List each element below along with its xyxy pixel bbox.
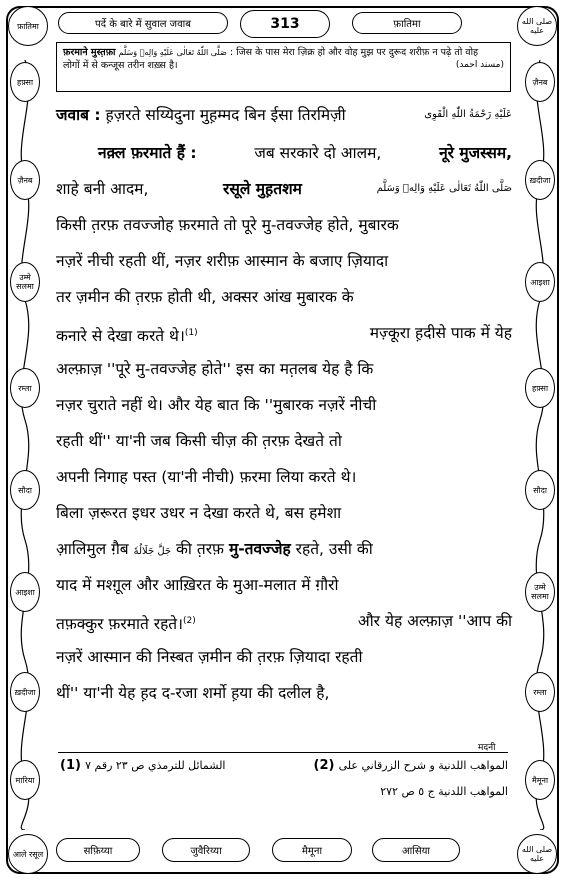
footer-tab-label: सफ़िय्या (83, 846, 113, 857)
side-medallion-right (525, 262, 555, 302)
medallion-label: صلى الله عليه (521, 845, 553, 863)
body-line (56, 212, 399, 238)
body-line (56, 608, 512, 634)
running-header-name (352, 12, 462, 34)
salutation-arabic: صَلَّى اللّٰهُ تَعَالٰى عَلَيْهِ وَالِهٖ وَسَلَّم (376, 183, 512, 194)
medallion-label: फ़ातिमा (17, 21, 39, 31)
body-line (56, 392, 376, 418)
side-medallion-left (10, 572, 40, 612)
medallion-label: सौदा (18, 485, 32, 495)
footnote-text: المواهب اللدنية ج ٥ ص ٢٧٢ (380, 785, 508, 798)
footnote-text: المواهب اللدنية و شرح الزرقاني على (338, 759, 508, 772)
medallion-label: आइशा (530, 277, 550, 287)
medallion-label: उम्मे सलमा (531, 583, 549, 601)
footer-tab-label: जुवैरिय्या (190, 846, 222, 857)
body-text: तफ़क्कुर फ़रमाते रहते। (56, 615, 184, 634)
body-line (56, 464, 356, 490)
farmane-source: (مسند احمد) (455, 60, 504, 70)
medallion-label: रम्ला (533, 687, 547, 697)
body-text: नज़रें नीची रहती थीं, नज़र शरीफ़ आस्मान के बजाए ज़ियादा (56, 252, 389, 270)
answer-label: जवाब : (56, 106, 101, 124)
footer-tab (272, 838, 352, 862)
running-header-title (58, 12, 228, 34)
medallion-label: ख़दीजा (529, 175, 551, 185)
body-text: बिला ज़रूरत इधर उधर न देखा करते थे, बस हमेशा (56, 504, 342, 522)
footnote-line-1 (60, 758, 508, 782)
body-line (56, 140, 512, 166)
body-text: शाहे बनी आदम, (56, 180, 149, 198)
farmane-text-2: लोगों में से कन्जूस तरीन शख़्स है। (63, 60, 178, 71)
footer-tab-label: मैमूना (301, 846, 323, 857)
body-text: अल्फ़ाज़ ''पूरे मु-तवज्जेह होते'' इस का मत़लब येह है कि (56, 360, 374, 378)
body-text: रहती थीं'' या'नी जब किसी चीज़ की त़रफ़ देखते तो (56, 432, 342, 450)
body-text-bold: मु-तवज्जेह (228, 540, 291, 558)
footnote-ref: (2) (183, 616, 196, 626)
footnote-text: الشمائل للترمذي ص ٢٣ رقم ٧ (85, 759, 226, 772)
footnote-number: (2) (313, 758, 335, 773)
medallion-label: ज़ैनब (532, 77, 548, 87)
side-medallion-left (10, 760, 40, 800)
corner-medallion-top-left (8, 6, 48, 46)
footnote-ref: (1) (184, 328, 198, 338)
body-text: की त़रफ़ (176, 540, 225, 558)
page-number (240, 10, 330, 38)
medallion-label: ज़ैनब (17, 175, 33, 185)
footer-tab-label: आसिया (402, 846, 430, 857)
farmane-title: फ़रमाने मुस्त़फ़ा (63, 47, 116, 58)
side-medallion-left (10, 262, 40, 302)
corner-medallion-bottom-right (517, 834, 557, 874)
body-text: जब सरकारे दो आलम, (254, 144, 382, 162)
body-text: अपनी निगाह पस्त (या'नी नीची) फ़रमा लिया करते थे। (56, 468, 357, 486)
honorific-arabic: جَلَّ جَلَالُهٗ (133, 546, 172, 557)
medallion-label: आइशा (15, 587, 35, 597)
farmane-text-1: : जिस के पास मेरा ज़िक्र हो और वोह मुझ पर दुरूद शरीफ़ न पढ़े तो वोह (229, 47, 479, 58)
body-text: ह़ज़रते सय्यिदुना मुह़म्मद बिन ईसा तिरमिज़ी (105, 106, 346, 124)
running-header-text: पर्दे के बारे में सुवाल जवाब (95, 19, 191, 30)
medallion-label: صلى الله عليه (521, 17, 553, 35)
medallion-label: रम्ला (18, 383, 32, 393)
side-medallion-right (525, 760, 555, 800)
salutation-arabic: صَلَّى اللّٰهُ تَعَالٰى عَلَيْهِ وَالِهٖ وَسَلَّم (118, 48, 227, 57)
body-line (56, 536, 373, 562)
body-text: रहते, उसी की (295, 540, 373, 558)
footer-tab (162, 838, 250, 862)
side-medallion-right (525, 572, 555, 612)
side-medallion-right (525, 672, 555, 712)
medallion-label: हफ़्सा (531, 383, 549, 393)
body-line (56, 176, 512, 202)
footnote-line-2 (60, 784, 508, 808)
body-text-bold: रसूले मुह़तशम (223, 180, 302, 198)
body-text: किसी त़रफ़ तवज्जोह फ़रमाते तो पूरे मु-तवज्जेह होते, मुबारक (56, 216, 399, 234)
body-line (56, 284, 354, 310)
honorific-arabic: عَلَيْهِ رَحْمَةُ اللّٰهِ الْقَوِى (424, 109, 512, 120)
side-medallion-left (10, 672, 40, 712)
body-text: याद में मश्ग़ूल और आख़िरत के मुआ-मलात में ग़ौरो (56, 576, 339, 594)
footer-tab (56, 838, 140, 862)
medallion-label: हफ़्सा (16, 77, 34, 87)
body-text: तर ज़मीन की त़रफ़ होती थी, अक्सर आंख मुबारक के (56, 288, 354, 306)
body-line (56, 500, 341, 526)
catchword: मदनी (478, 743, 496, 753)
farmane-line-1 (63, 46, 504, 59)
side-medallion-right (525, 62, 555, 102)
side-medallion-right (525, 470, 555, 510)
side-medallion-left (10, 470, 40, 510)
corner-medallion-top-right (517, 6, 557, 46)
medallion-label: मारिया (15, 775, 35, 785)
farmane-mustafa-box (56, 42, 511, 92)
body-line (56, 248, 388, 274)
body-line (56, 320, 512, 346)
medallion-label: आले रसूल (12, 849, 44, 859)
body-line (56, 356, 373, 382)
body-text: थीं'' या'नी येह ह़द द-रजा शर्मो ह़या की दलील है, (56, 684, 330, 702)
page-number-text: 313 (270, 16, 300, 32)
medallion-label: मैमूना (531, 775, 549, 785)
footnote-number: (1) (60, 758, 81, 773)
footer-tab (372, 838, 460, 862)
running-header-name-text: फ़ातिमा (393, 19, 421, 30)
medallion-label: उम्मे सलमा (16, 273, 34, 291)
corner-medallion-bottom-left (8, 834, 48, 874)
side-medallion-left (10, 62, 40, 102)
body-line (56, 428, 342, 454)
body-line (56, 102, 512, 128)
medallion-label: ख़दीजा (14, 687, 36, 697)
body-text: नज़र चुराते नहीं थे। और येह बात कि ''मुबारक नज़रें नीची (56, 396, 377, 414)
medallion-label: सौदा (533, 485, 547, 495)
body-text: आ़लिमुल ग़ैब (56, 540, 129, 558)
footnote-separator (58, 752, 508, 753)
body-text: कनारे से देखा करते थे। (56, 327, 185, 346)
side-medallion-right (525, 160, 555, 200)
body-text: और येह अल्फ़ाज़ ''आप की (357, 612, 512, 630)
side-medallion-left (10, 368, 40, 408)
body-line (56, 572, 339, 598)
body-text: नक़्ल फ़रमाते हैं : (98, 144, 197, 162)
side-medallion-right (525, 368, 555, 408)
body-text: मज़्कूरा ह़दीसे पाक में येह (369, 324, 512, 342)
body-text: नज़रें आस्मान की निस्बत ज़मीन की त़रफ़ ज़ियादा रहती (56, 648, 363, 666)
farmane-line-2 (63, 59, 504, 72)
body-text-bold: नूरे मुजस्सम, (439, 144, 512, 162)
body-line (56, 644, 362, 670)
side-medallion-left (10, 160, 40, 200)
body-line (56, 680, 329, 706)
